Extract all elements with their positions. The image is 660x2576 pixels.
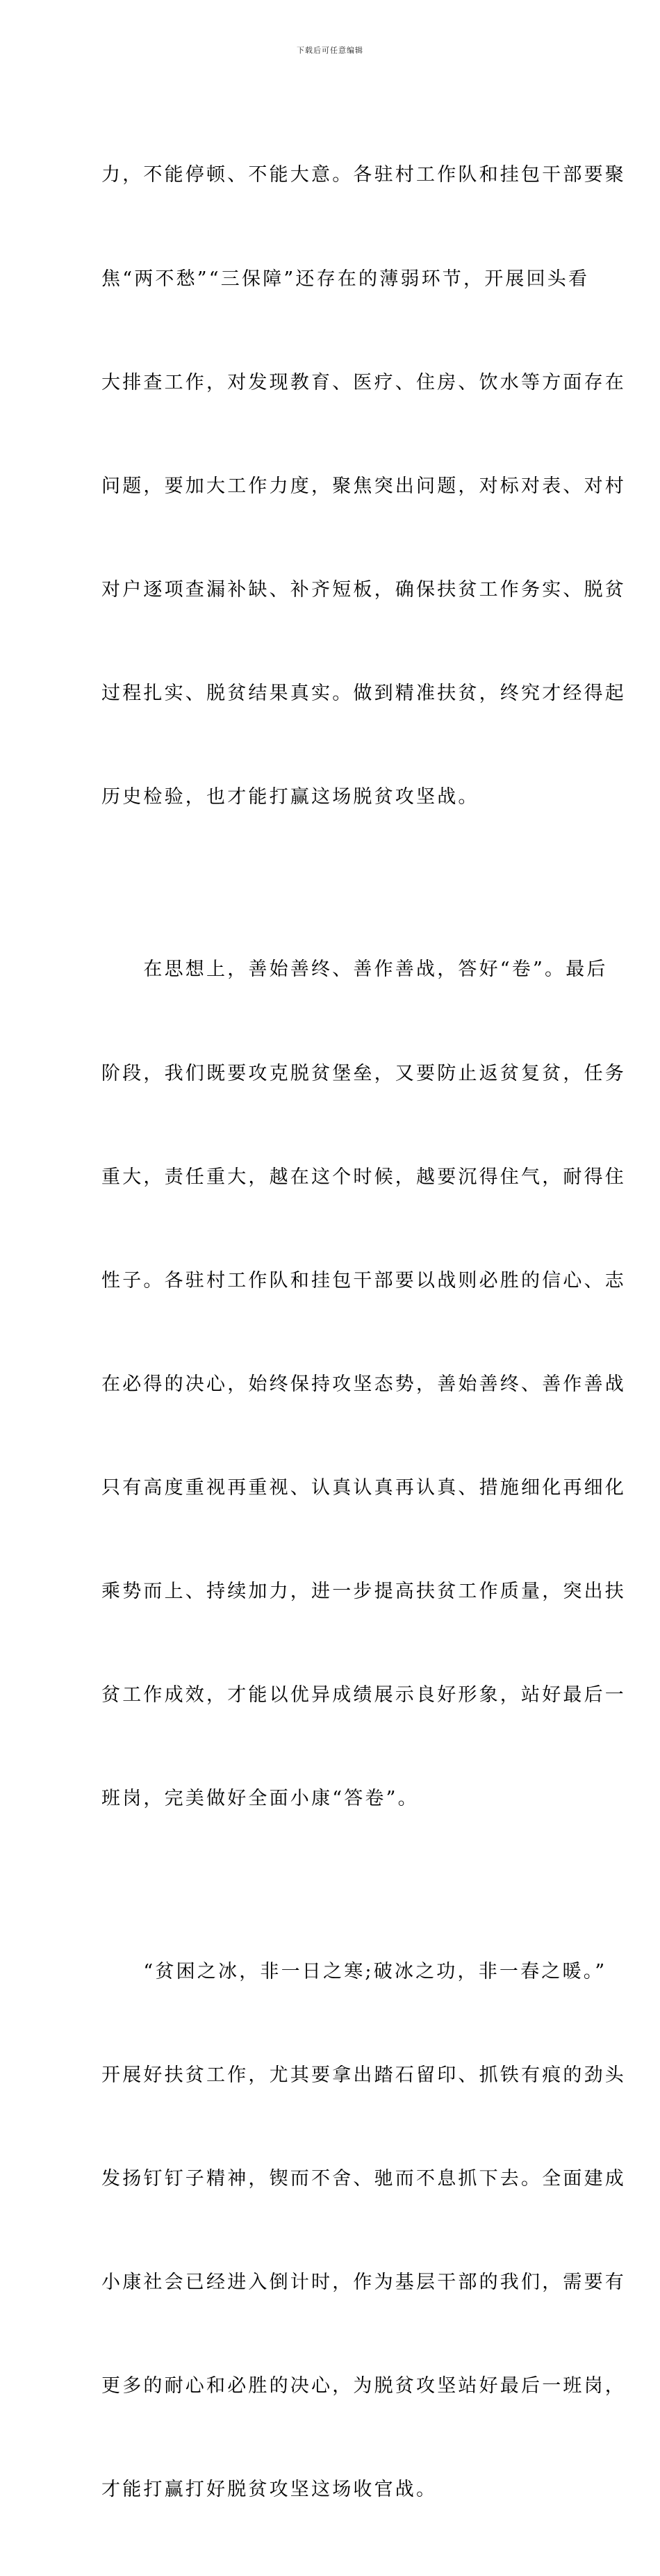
text-line: 大排查工作，对发现教育、医疗、住房、饮水等方面存在: [101, 371, 626, 393]
text-line: 贫工作成效，才能以优异成绩展示良好形象，站好最后一: [101, 1684, 626, 1706]
text-line: 更多的耐心和必胜的决心，为脱贫攻坚站好最后一班岗，: [101, 2375, 626, 2397]
text-line: 问题，要加大工作力度，聚焦突出问题，对标对表、对村: [101, 475, 626, 497]
text-line: 力，不能停顿、不能大意。各驻村工作队和挂包干部要聚: [101, 164, 626, 186]
text-line: “贫困之冰，非一日之寒;破冰之功，非一春之暖。”: [101, 1960, 607, 1982]
paragraph-3: [101, 1885, 626, 2576]
text-line: 班岗，完美做好全面小康“答卷”。: [101, 1788, 419, 1810]
text-line: 开展好扶贫工作，尤其要拿出踏石留印、抓铁有痕的劲头: [101, 2064, 626, 2086]
text-line: 历史检验，也才能打赢这场脱贫攻坚战。: [101, 785, 479, 808]
text-line: 在思想上，善始善终、善作善战，答好“卷”。最后: [101, 959, 608, 981]
text-line: 对户逐项查漏补缺、补齐短板，确保扶贫工作务实、脱贫: [101, 578, 626, 601]
document-body: [101, 89, 626, 2576]
text-line: 乘势而上、持续加力，进一步提高扶贫工作质量，突出扶: [101, 1581, 626, 1603]
text-line: 在必得的决心，始终保持攻坚态势，善始善终、善作善战: [101, 1373, 626, 1395]
paragraph-1: [101, 89, 626, 883]
text-line: 焦“两不愁”“三保障”还存在的薄弱环节，开展回头看: [101, 268, 590, 290]
paragraph-2: [101, 883, 626, 1885]
text-line: 阶段，我们既要攻克脱贫堡垒，又要防止返贫复贫，任务: [101, 1062, 626, 1084]
page-header: 下载后可任意编辑: [297, 46, 363, 55]
text-line: 才能打赢打好脱贫攻坚这场收官战。: [101, 2479, 438, 2501]
text-line: 发扬钉钉子精神，锲而不舍、驰而不息抓下去。全面建成: [101, 2167, 626, 2190]
text-line: 只有高度重视再重视、认真认真再认真、措施细化再细化: [101, 1476, 626, 1499]
text-line: 重大，责任重大，越在这个时候，越要沉得住气，耐得住: [101, 1166, 626, 1188]
text-line: 小康社会已经进入倒计时，作为基层干部的我们，需要有: [101, 2272, 626, 2293]
text-line: 过程扎实、脱贫结果真实。做到精准扶贫，终究才经得起: [101, 682, 626, 704]
text-line: 性子。各驻村工作队和挂包干部要以战则必胜的信心、志: [101, 1269, 626, 1291]
